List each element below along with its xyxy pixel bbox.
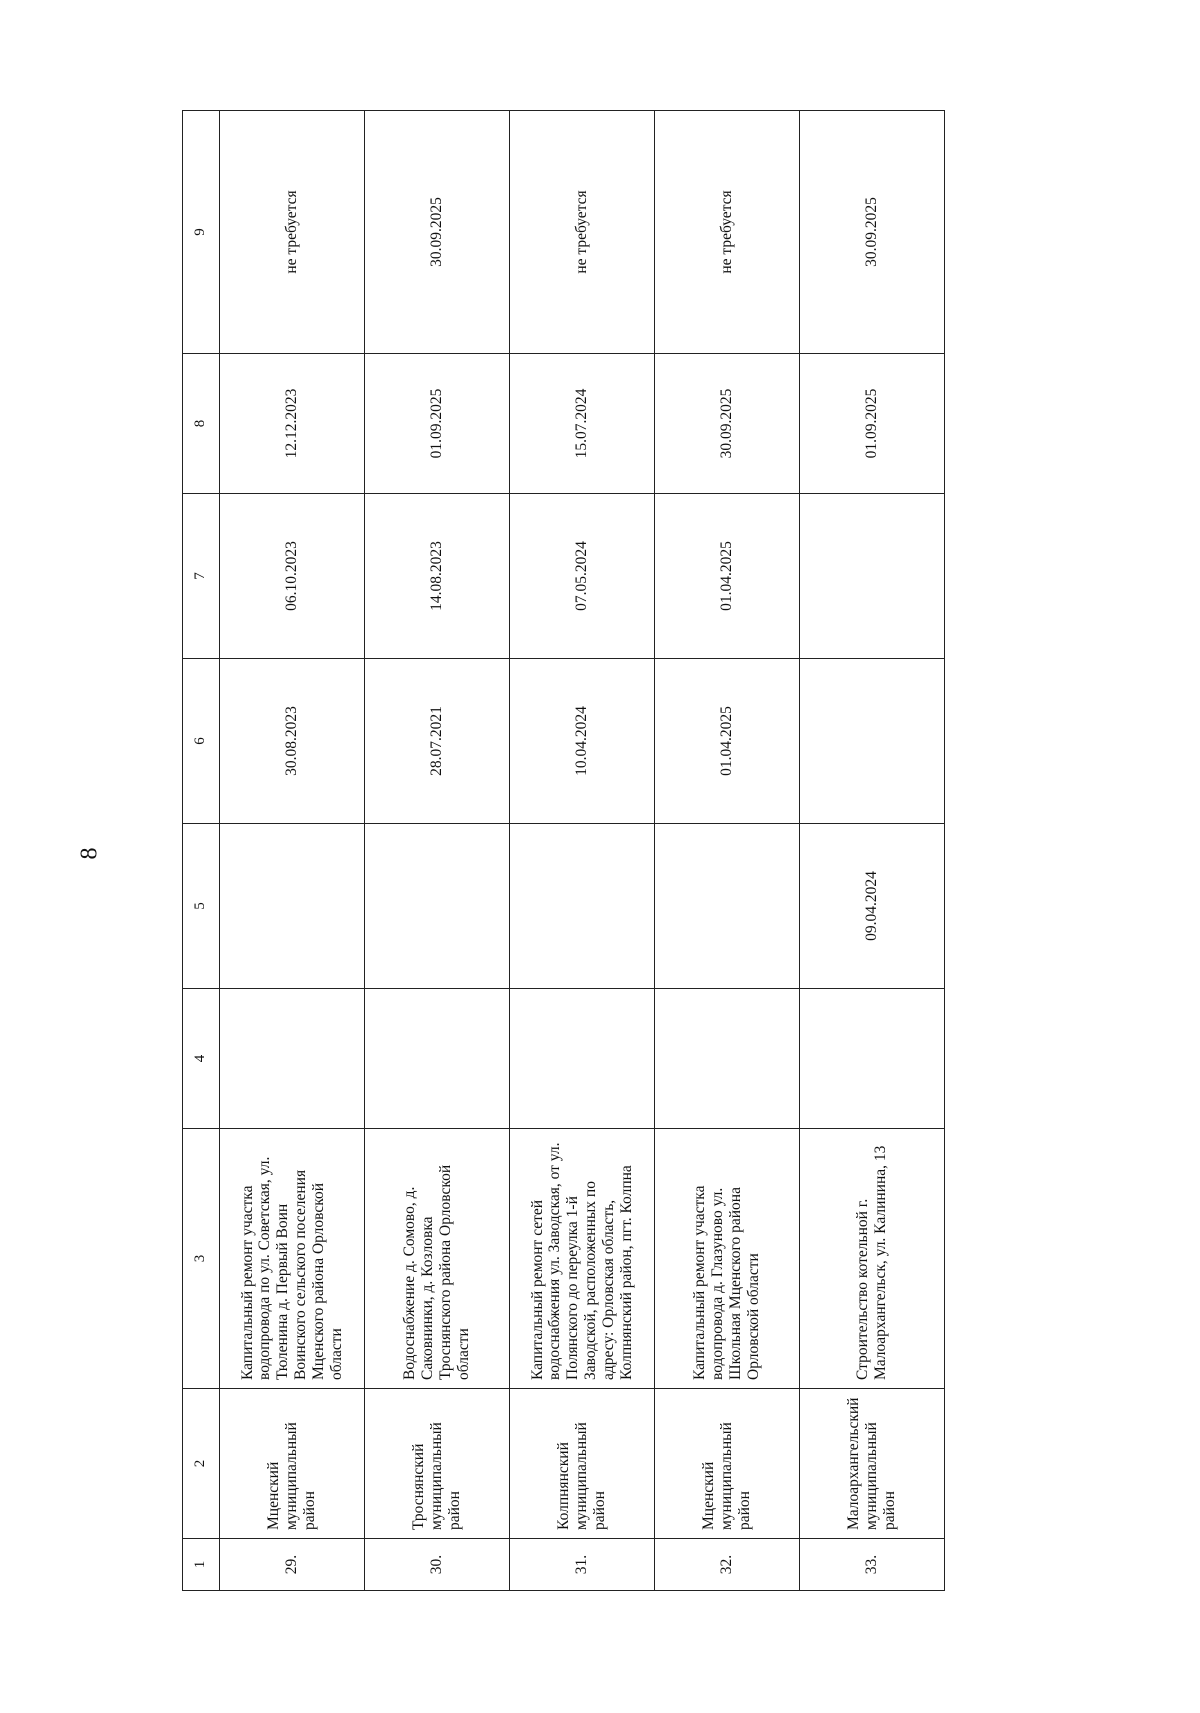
column-header: 7 xyxy=(183,494,220,659)
row-number-cell: 29. xyxy=(220,1539,365,1591)
row-number-cell: 31. xyxy=(510,1539,655,1591)
column-6-cell: 30.08.2023 xyxy=(220,659,365,824)
district-cell: Троснянский муниципальный район xyxy=(365,1389,510,1539)
column-header: 4 xyxy=(183,989,220,1129)
column-9-cell: не требуется xyxy=(510,111,655,354)
column-9-cell: не требуется xyxy=(220,111,365,354)
object-cell: Капитальный ремонт участка водопровода по ул. Советская, ул. Тюленина д. Первый Воин Воинского сельского поселения Мценского района Орловской области xyxy=(220,1129,365,1389)
column-8-cell: 12.12.2023 xyxy=(220,354,365,494)
table-container xyxy=(182,111,932,1591)
table-row xyxy=(510,111,655,1591)
column-6-cell: 28.07.2021 xyxy=(365,659,510,824)
row-number-cell: 30. xyxy=(365,1539,510,1591)
object-cell: Строительство котельной г. Малоархангельск, ул. Калинина, 13 xyxy=(800,1129,945,1389)
column-5-cell xyxy=(365,824,510,989)
object-cell: Капитальный ремонт сетей водоснабжения ул. Заводская, от ул. Полянского до переулка 1-й Заводской, расположенных по адресу: Орловская область, Колпнянский район, пгт. Колпна xyxy=(510,1129,655,1389)
page-number: 8 xyxy=(76,847,103,860)
object-cell: Водоснабжение д. Сомово, д. Саковнинки, д. Козловка Троснянского района Орловской области xyxy=(365,1129,510,1389)
column-5-cell: 09.04.2024 xyxy=(800,824,945,989)
column-header: 6 xyxy=(183,659,220,824)
column-4-cell xyxy=(220,989,365,1129)
column-7-cell xyxy=(800,494,945,659)
column-4-cell xyxy=(800,989,945,1129)
district-cell: Мценский муниципальный район xyxy=(655,1389,800,1539)
column-6-cell: 01.04.2025 xyxy=(655,659,800,824)
column-5-cell xyxy=(655,824,800,989)
object-cell: Капитальный ремонт участка водопровода д. Глазуново ул. Школьная Мценского района Орловской области xyxy=(655,1129,800,1389)
column-7-cell: 07.05.2024 xyxy=(510,494,655,659)
column-9-cell: не требуется xyxy=(655,111,800,354)
district-cell: Малоархангельский муниципальный район xyxy=(800,1389,945,1539)
column-8-cell: 01.09.2025 xyxy=(800,354,945,494)
column-7-cell: 14.08.2023 xyxy=(365,494,510,659)
column-4-cell xyxy=(655,989,800,1129)
table-row xyxy=(655,111,800,1591)
table-row xyxy=(365,111,510,1591)
column-header: 9 xyxy=(183,111,220,354)
column-header: 2 xyxy=(183,1389,220,1539)
table-row xyxy=(800,111,945,1591)
column-header: 5 xyxy=(183,824,220,989)
column-8-cell: 15.07.2024 xyxy=(510,354,655,494)
column-6-cell xyxy=(800,659,945,824)
column-9-cell: 30.09.2025 xyxy=(365,111,510,354)
column-7-cell: 01.04.2025 xyxy=(655,494,800,659)
column-header: 3 xyxy=(183,1129,220,1389)
data-table xyxy=(182,110,945,1591)
column-7-cell: 06.10.2023 xyxy=(220,494,365,659)
column-4-cell xyxy=(510,989,655,1129)
district-cell: Мценский муниципальный район xyxy=(220,1389,365,1539)
column-4-cell xyxy=(365,989,510,1129)
column-header: 8 xyxy=(183,354,220,494)
column-8-cell: 01.09.2025 xyxy=(365,354,510,494)
table-row xyxy=(220,111,365,1591)
column-5-cell xyxy=(220,824,365,989)
column-header: 1 xyxy=(183,1539,220,1591)
row-number-cell: 32. xyxy=(655,1539,800,1591)
district-cell: Колпнянский муниципальный район xyxy=(510,1389,655,1539)
column-5-cell xyxy=(510,824,655,989)
column-6-cell: 10.04.2024 xyxy=(510,659,655,824)
column-8-cell: 30.09.2025 xyxy=(655,354,800,494)
column-9-cell: 30.09.2025 xyxy=(800,111,945,354)
row-number-cell: 33. xyxy=(800,1539,945,1591)
header-row xyxy=(183,111,220,1591)
